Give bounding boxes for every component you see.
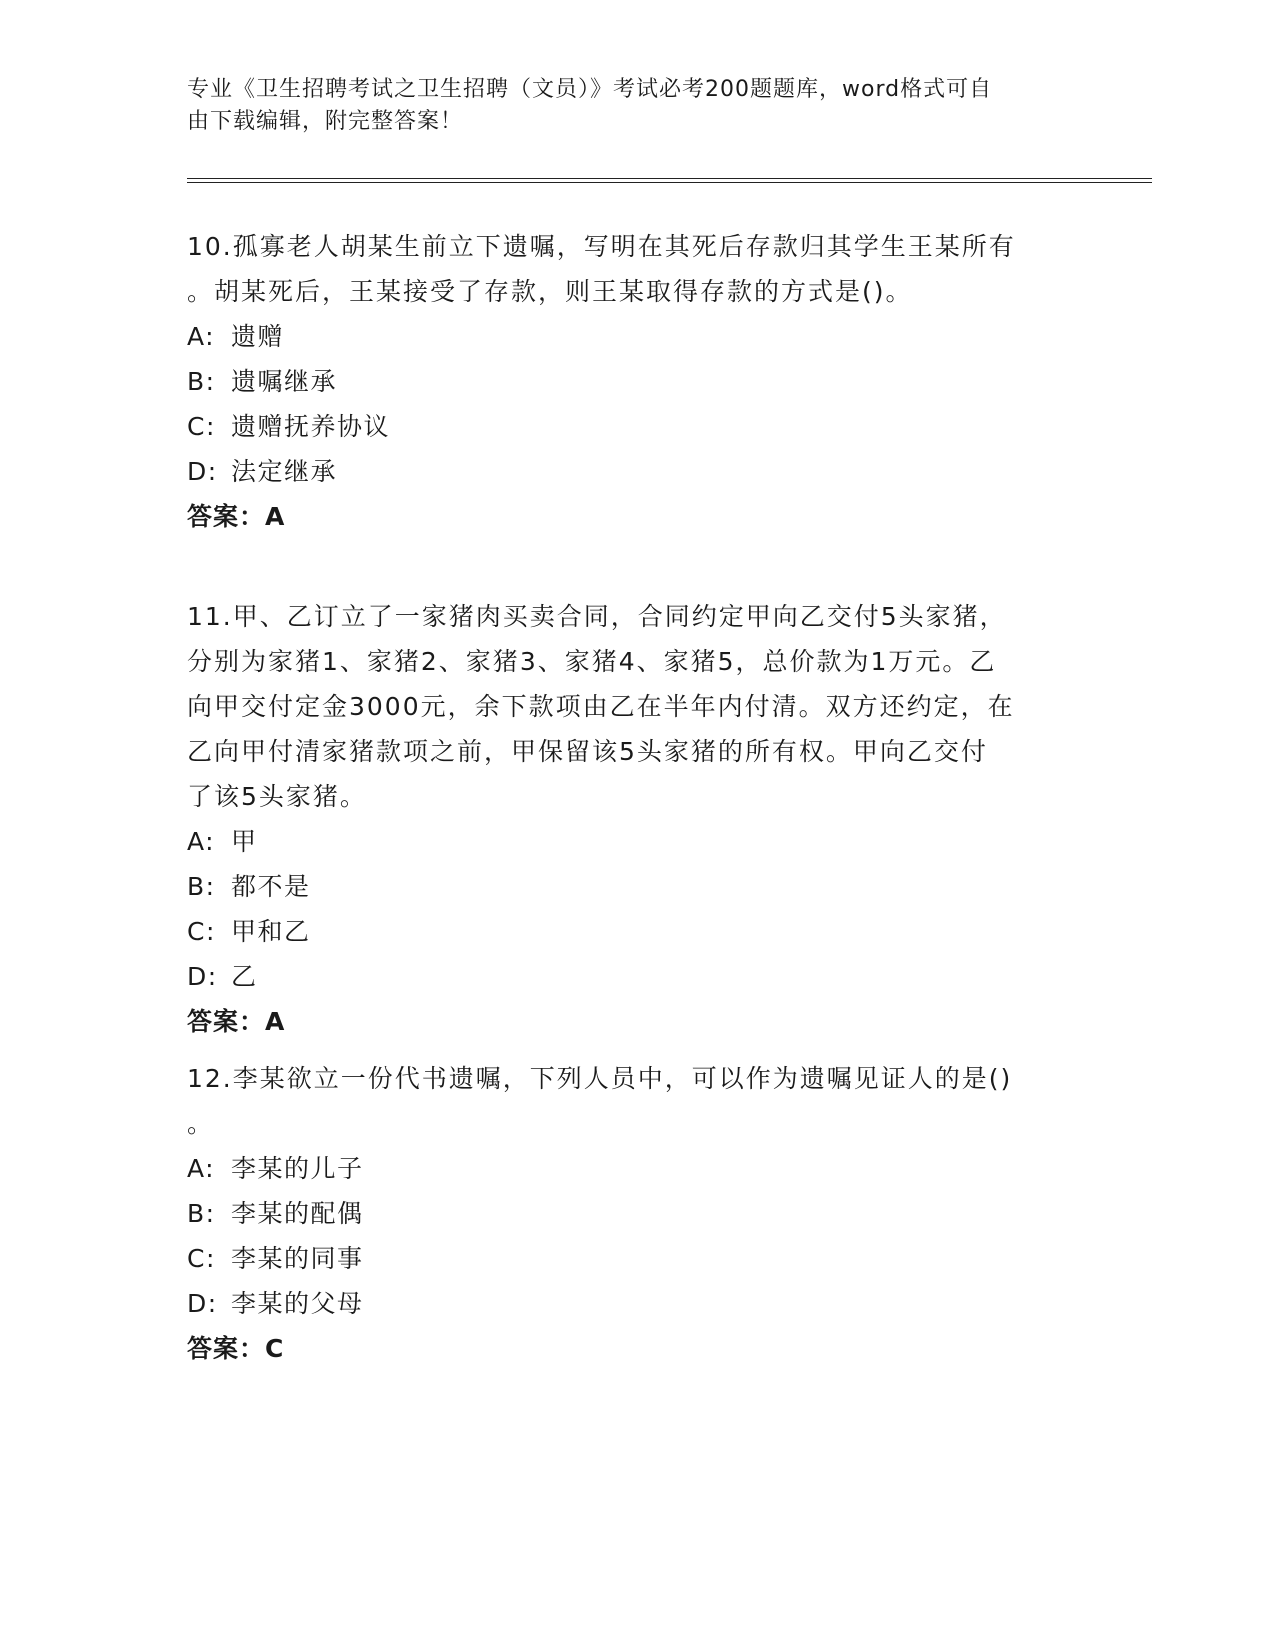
answer-line: 答案：A [187,502,286,531]
option-d [187,954,1087,999]
option-d [187,1281,1087,1326]
option-text: 遗赠 [231,322,285,351]
option-letter: B: [187,872,216,901]
option-letter: C: [187,412,216,441]
question-stem-line: 12.李某欲立一份代书遗嘱，下列人员中，可以作为遗嘱见证人的是() [187,1064,1013,1093]
option-text: 李某的儿子 [231,1154,364,1183]
question-stem-line: 向甲交付定金3000元，余下款项由乙在半年内付清。双方还约定，在 [187,692,1015,721]
option-letter: A: [187,827,216,856]
option-text: 法定继承 [231,457,338,486]
option-a [187,1146,1087,1191]
question-stem-line: 。胡某死后，王某接受了存款，则王某取得存款的方式是()。 [187,277,913,306]
option-b [187,1191,1087,1236]
option-letter: A: [187,1154,216,1183]
option-letter: B: [187,367,216,396]
option-letter: B: [187,1199,216,1228]
option-text: 李某的配偶 [231,1199,364,1228]
option-c [187,1236,1087,1281]
option-text: 乙 [231,962,258,991]
question-11 [187,594,1087,1044]
option-a [187,819,1087,864]
option-text: 李某的父母 [231,1289,364,1318]
option-text: 甲 [231,827,258,856]
option-a [187,314,1087,359]
header-line-2: 由下载编辑，附完整答案！ [187,109,464,134]
option-text: 遗赠抚养协议 [231,412,391,441]
option-letter: C: [187,1244,216,1273]
option-letter: D: [187,962,218,991]
option-c [187,404,1087,449]
question-10 [187,224,1087,539]
answer-line: 答案：A [187,1007,286,1036]
header-divider [187,178,1152,183]
option-b [187,864,1087,909]
option-letter: D: [187,457,218,486]
option-b [187,359,1087,404]
question-stem-line: 分别为家猪1、家猪2、家猪3、家猪4、家猪5，总价款为1万元。乙 [187,647,997,676]
document-header [187,74,1067,138]
header-line-1: 专业《卫生招聘考试之卫生招聘（文员）》考试必考200题题库，word格式可自 [187,77,993,102]
option-letter: D: [187,1289,218,1318]
option-text: 甲和乙 [231,917,311,946]
option-letter: A: [187,322,216,351]
answer-line: 答案：C [187,1334,285,1363]
option-c [187,909,1087,954]
option-text: 都不是 [231,872,311,901]
option-text: 遗嘱继承 [231,367,338,396]
question-stem-line: 了该5头家猪。 [187,782,367,811]
question-12 [187,1056,1087,1371]
option-letter: C: [187,917,216,946]
question-stem-line: 乙向甲付清家猪款项之前，甲保留该5头家猪的所有权。甲向乙交付 [187,737,988,766]
question-stem-line: 11.甲、乙订立了一家猪肉买卖合同，合同约定甲向乙交付5头家猪， [187,602,1007,631]
option-d [187,449,1087,494]
question-stem-line: 。 [187,1109,215,1138]
question-stem-line: 10.孤寡老人胡某生前立下遗嘱，写明在其死后存款归其学生王某所有 [187,232,1016,261]
option-text: 李某的同事 [231,1244,364,1273]
